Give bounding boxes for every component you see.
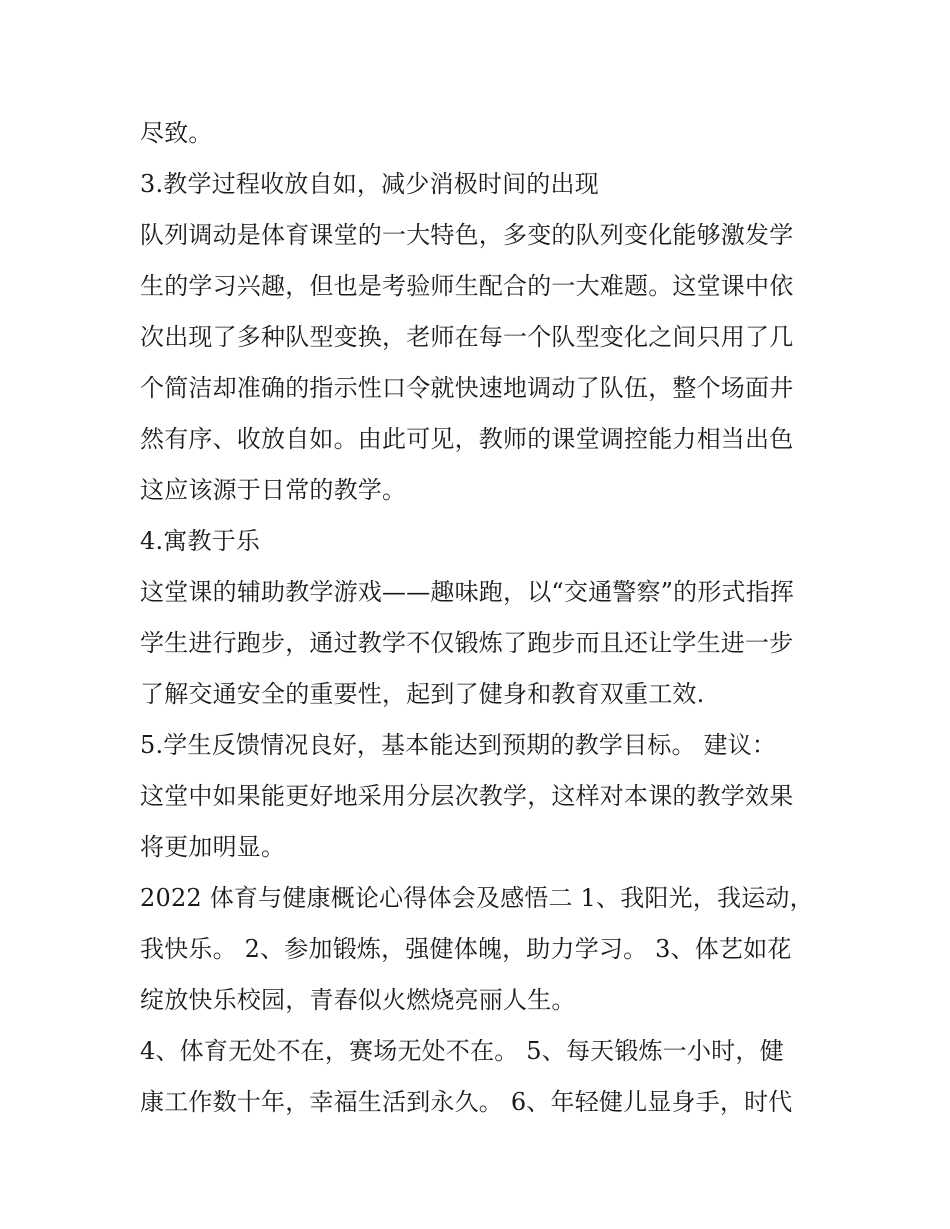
section-heading-3: 3.教学过程收放自如，减少消极时间的出现 [140, 170, 599, 198]
paragraph-line: 2022 体育与健康概论心得体会及感悟二 1、我阳光，我运动， [140, 884, 814, 912]
paragraph-line: 学生进行跑步，通过教学不仅锻炼了跑步而且还让学生进一步 [140, 629, 794, 657]
paragraph-line: 这堂中如果能更好地采用分层次教学，这样对本课的教学效果 [140, 782, 794, 810]
paragraph-line: 个简洁却准确的指示性口令就快速地调动了队伍，整个场面井 [140, 374, 794, 402]
paragraph-line: 了解交通安全的重要性，起到了健身和教育双重工效. [140, 680, 705, 708]
paragraph-line: 然有序、收放自如。由此可见，教师的课堂调控能力相当出色 [140, 425, 794, 453]
paragraph-line: 这应该源于日常的教学。 [140, 476, 407, 504]
paragraph-line: 康工作数十年，幸福生活到永久。 6、年轻健儿显身手，时代 [140, 1088, 793, 1116]
document-body [140, 108, 820, 1128]
paragraph-line: 这堂课的辅助教学游戏——趣味跑，以“交通警察”的形式指挥 [140, 578, 795, 606]
section-heading-4: 4.寓教于乐 [140, 527, 261, 555]
paragraph-line: 绽放快乐校园，青春似火燃烧亮丽人生。 [140, 986, 576, 1014]
paragraph-line: 次出现了多种队型变换，老师在每一个队型变化之间只用了几 [140, 323, 794, 351]
paragraph-line: 4、体育无处不在，赛场无处不在。 5、每天锻炼一小时，健 [140, 1037, 784, 1065]
paragraph-line: 生的学习兴趣，但也是考验师生配合的一大难题。这堂课中依 [140, 272, 794, 300]
section-heading-5: 5.学生反馈情况良好，基本能达到预期的教学目标。 建议： [140, 731, 777, 759]
paragraph-line: 我快乐。 2、参加锻炼，强健体魄，助力学习。 3、体艺如花 [140, 935, 792, 963]
paragraph-line: 将更加明显。 [140, 833, 286, 861]
paragraph-line: 尽致。 [140, 119, 213, 147]
paragraph-line: 队列调动是体育课堂的一大特色，多变的队列变化能够激发学 [140, 221, 794, 249]
